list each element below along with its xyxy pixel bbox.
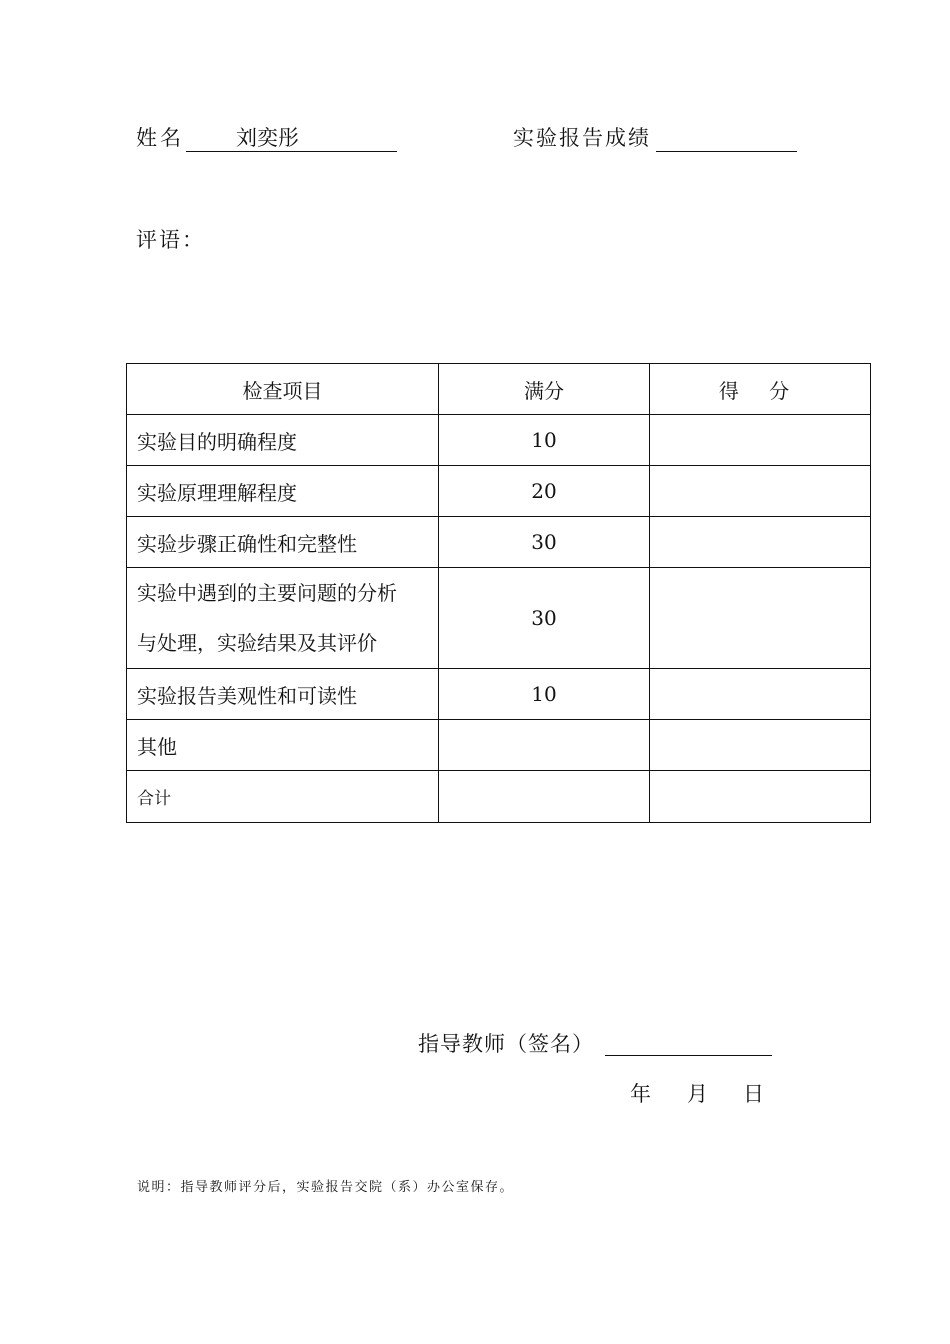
item-cell-line-2: 与处理，实验结果及其评价 [137, 631, 377, 655]
name-underline [186, 151, 397, 152]
name-value: 刘奕彤 [236, 126, 299, 150]
item-cell-line-1: 实验中遇到的主要问题的分析 [137, 581, 397, 605]
item-cell: 实验目的明确程度 [127, 415, 439, 466]
score-cell[interactable] [650, 415, 871, 466]
table-row [127, 415, 871, 466]
table-row [127, 568, 871, 669]
score-cell[interactable] [650, 720, 871, 771]
column-header-full-score: 满分 [439, 364, 650, 415]
score-cell[interactable] [650, 568, 871, 669]
footnote: 说明：指导教师评分后，实验报告交院（系）办公室保存。 [137, 1180, 515, 1195]
item-cell: 实验步骤正确性和完整性 [127, 517, 439, 568]
date-month-label: 月 [687, 1082, 708, 1106]
item-cell: 实验报告美观性和可读性 [127, 669, 439, 720]
total-score-cell[interactable] [650, 771, 871, 823]
item-cell: 其他 [127, 720, 439, 771]
total-full-score-cell [439, 771, 650, 823]
full-score-cell: 30 [439, 517, 650, 568]
table-row [127, 669, 871, 720]
date-day-label: 日 [743, 1082, 764, 1106]
table-total-row [127, 771, 871, 823]
date-year-label: 年 [630, 1082, 651, 1106]
score-cell[interactable] [650, 466, 871, 517]
table-row [127, 466, 871, 517]
score-cell[interactable] [650, 669, 871, 720]
teacher-signature-field[interactable] [605, 1055, 772, 1056]
comment-label: 评语： [136, 228, 205, 252]
score-table [126, 363, 871, 823]
full-score-cell: 30 [439, 568, 650, 669]
score-cell[interactable] [650, 517, 871, 568]
full-score-cell: 20 [439, 466, 650, 517]
column-header-item: 检查项目 [127, 364, 439, 415]
column-header-score: 得 分 [650, 364, 871, 415]
teacher-signature-label: 指导教师（签名） [418, 1032, 594, 1056]
table-header-row [127, 364, 871, 415]
full-score-cell [439, 720, 650, 771]
full-score-cell: 10 [439, 415, 650, 466]
grade-field[interactable] [656, 151, 797, 152]
full-score-cell: 10 [439, 669, 650, 720]
table-row [127, 517, 871, 568]
item-cell: 实验原理理解程度 [127, 466, 439, 517]
grade-label: 实验报告成绩 [513, 126, 651, 150]
total-label-cell: 合计 [127, 771, 439, 823]
item-cell [127, 568, 439, 669]
name-label: 姓名 [136, 126, 184, 150]
table-row [127, 720, 871, 771]
